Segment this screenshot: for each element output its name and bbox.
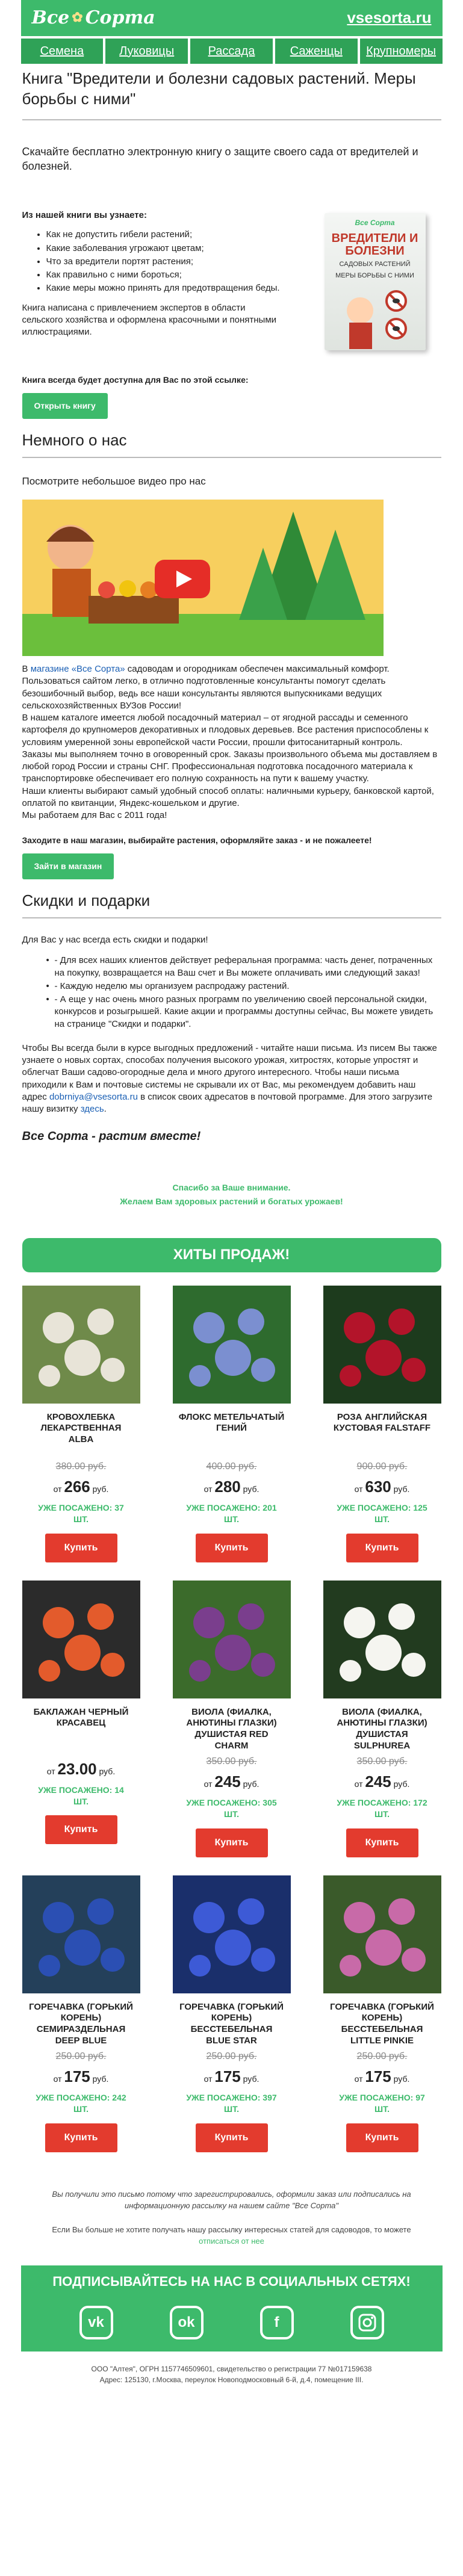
cover-logo: Все Сорта [355, 218, 395, 228]
price-currency: руб. [243, 1484, 259, 1494]
leaf-icon: ✿ [72, 10, 83, 26]
site-link[interactable]: vsesorta.ru [347, 8, 432, 27]
price-value: 630 [365, 1478, 391, 1496]
about-p3: Заказы мы выполняем точно в оговоренный срок. Заказы произвольного объема мы доставляем в любой город России и страны СНГ. Профессиональная подготовка посадочного материала к транспортировке обеспечивает его полную сохранность на пути к вашему участку. [22, 749, 438, 784]
price-value: 175 [214, 2067, 241, 2086]
product-sold-count: УЖЕ ПОСАЖЕНО: 125 ШТ. [337, 1503, 427, 1525]
product-sold-count: УЖЕ ПОСАЖЕНО: 172 ШТ. [337, 1798, 427, 1819]
about-p1-post: садоводам и огородникам обеспечен максимальный комфорт. Пользоваться сайтом легко, в отлично подготовленные консультанты помогут сделать безошибочный выбор, ведь все наши консультанты являются выпускниками ведущих сельскохозяйственных ВУЗов России! [22, 664, 390, 711]
buy-button[interactable]: Купить [346, 2123, 418, 2152]
discount-item: • - Каждую неделю мы организуем распродажу растений. [46, 980, 441, 992]
product-image[interactable] [323, 1286, 441, 1404]
price-value: 23.00 [57, 1759, 97, 1778]
product-sold-count: УЖЕ ПОСАЖЕНО: 305 ШТ. [186, 1798, 277, 1819]
product-name[interactable]: ВИОЛА (ФИАЛКА, АНЮТИНЫ ГЛАЗКИ) ДУШИСТАЯ SULPHUREA [337, 1706, 427, 1751]
about-p1-pre: В [22, 664, 31, 674]
top-nav [21, 36, 443, 64]
odnoklassniki-icon[interactable]: ok [170, 2306, 204, 2339]
product-sold-count: УЖЕ ПОСАЖЕНО: 201 ШТ. [186, 1503, 277, 1525]
product-price [22, 1476, 140, 1497]
play-icon[interactable] [155, 560, 210, 598]
product-name[interactable]: ГОРЕЧАВКА (ГОРЬКИЙ КОРЕНЬ) БЕССТЕБЕЛЬНАЯ LITTLE PINKIE [330, 2001, 434, 2046]
social-title: ПОДПИСЫВАЙТЕСЬ НА НАС В СОЦИАЛЬНЫХ СЕТЯХ! [52, 2273, 411, 2289]
product-old-price: 380.00 руб. [55, 1461, 107, 1472]
open-book-button[interactable]: Открыть книгу [22, 393, 108, 419]
product-name[interactable]: ФЛОКС МЕТЕЛЬЧАТЫЙ ГЕНИЙ [178, 1411, 285, 1434]
nav-seeds[interactable]: Семена [21, 39, 106, 64]
newsletter-text: Чтобы Вы всегда были в курсе выгодных предложений - читайте наши письма. Из писем Вы также узнаете о новых сортах, способах получения высокого урожая, хитростях, которые упростят и облегчат Ваши садово-огородные дела и много другого интересного. Чтобы наши письма приходили к Вам и почтовые системы не скрывали их от Вас, мы рекомендуем добавить наш адрес [22, 1042, 437, 1102]
nav-large-trees[interactable]: Крупномеры [366, 44, 437, 58]
cover-subtitle-2: МЕРЫ БОРЬБЫ С НИМИ [335, 272, 414, 280]
price-currency: руб. [243, 2074, 259, 2084]
unsubscribe-note [40, 2224, 423, 2247]
price-from: от [204, 1779, 213, 1789]
logo[interactable] [32, 6, 155, 31]
price-from: от [204, 2074, 213, 2084]
price-value: 245 [365, 1773, 391, 1791]
legal-line-2: Адрес: 125130, г.Москва, переулок Новоподмосковный 6-й, д.4, помещение III. [99, 2376, 364, 2385]
product-name[interactable]: ГОРЕЧАВКА (ГОРЬКИЙ КОРЕНЬ) БЕССТЕБЕЛЬНАЯ BLUE STAR [179, 2001, 284, 2046]
price-currency: руб. [99, 1766, 116, 1776]
thanks-line-1: Спасибо за Ваше внимание. [172, 1183, 291, 1193]
product-name[interactable]: БАКЛАЖАН ЧЕРНЫЙ КРАСАВЕЦ [33, 1706, 129, 1729]
price-from: от [354, 2074, 363, 2084]
buy-button[interactable]: Купить [196, 1828, 268, 1857]
price-value: 245 [214, 1773, 241, 1791]
thanks-note [22, 1181, 441, 1208]
product-image[interactable] [323, 1581, 441, 1698]
product-old-price: 350.00 руб. [206, 1756, 257, 1766]
header [21, 0, 443, 36]
go-to-shop-button[interactable]: Зайти в магазин [22, 853, 114, 879]
email-link[interactable]: dobrniya@vsesorta.ru [49, 1091, 138, 1102]
product-sold-count: УЖЕ ПОСАЖЕНО: 14 ШТ. [38, 1785, 124, 1806]
product-sold-count: УЖЕ ПОСАЖЕНО: 97 ШТ. [339, 2093, 425, 2114]
product-image[interactable] [22, 1875, 140, 1993]
product-card [173, 1581, 291, 1857]
product-old-price: 250.00 руб. [206, 2051, 257, 2061]
unsubscribe-link[interactable]: отписаться от нее [199, 2237, 264, 2246]
price-currency: руб. [92, 2074, 109, 2084]
video-player[interactable] [22, 500, 384, 656]
buy-button[interactable]: Купить [346, 1828, 418, 1857]
price-from: от [46, 1766, 55, 1776]
product-old-price: 400.00 руб. [206, 1461, 257, 1472]
book-about: Книга написана с привлечением экспертов в области сельского хозяйства и оформлена красочными и понятными иллюстрациями. [22, 302, 277, 338]
discount-list [46, 955, 441, 1030]
book-title: Книга "Вредители и болезни садовых растений. Меры борьбы с ними" [22, 69, 441, 120]
logo-text-right: Сорта [85, 7, 155, 28]
logo-text-left: Все [31, 7, 70, 28]
product-image[interactable] [173, 1875, 291, 1993]
thanks-line-2: Желаем Вам здоровых растений и богатых урожаев! [120, 1196, 343, 1206]
price-from: от [204, 1484, 213, 1494]
product-name[interactable]: ВИОЛА (ФИАЛКА, АНЮТИНЫ ГЛАЗКИ) ДУШИСТАЯ RED CHARM [186, 1706, 277, 1751]
buy-button[interactable]: Купить [45, 2123, 117, 2152]
about-p2: В нашем каталоге имеется любой посадочный материал – от ягодной рассады и семенного картофеля до крупномеров декоративных и плодовых деревьев. Все растения приспособлены к условиям умеренной зоны европейской части России, прошли фитосанитарный контроль. [22, 713, 429, 748]
price-currency: руб. [393, 1484, 410, 1494]
product-card [323, 1875, 441, 2152]
product-price [323, 1476, 441, 1497]
discounts-text [22, 934, 441, 1115]
book-intro: Скачайте бесплатно электронную книгу о защите своего сада от вредителей и болезней. [22, 145, 418, 172]
price-from: от [354, 1779, 363, 1789]
product-name[interactable]: КРОВОХЛЕБКА ЛЕКАРСТВЕННАЯ ALBA [40, 1411, 122, 1445]
product-sold-count: УЖЕ ПОСАЖЕНО: 397 ШТ. [186, 2093, 277, 2114]
product-image[interactable] [323, 1875, 441, 1993]
legal-info [21, 2364, 443, 2385]
product-image[interactable] [173, 1286, 291, 1404]
price-currency: руб. [243, 1779, 259, 1789]
book-cover-image[interactable] [321, 209, 435, 354]
price-value: 175 [365, 2067, 391, 2086]
product-price [22, 2066, 140, 2087]
shop-link[interactable]: магазине «Все Сорта» [30, 664, 125, 674]
unsubscribe-text: Если Вы больше не хотите получать нашу рассылку интересных статей для садоводов, то можете [52, 2225, 411, 2234]
instagram-icon[interactable] [350, 2306, 384, 2339]
buy-button[interactable]: Купить [45, 1815, 117, 1844]
product-name[interactable]: ГОРЕЧАВКА (ГОРЬКИЙ КОРЕНЬ) СЕМИРАЗДЕЛЬНАЯ DEEP BLUE [29, 2001, 133, 2046]
discounts-title: Скидки и подарки [22, 890, 441, 918]
nav-saplings[interactable]: Саженцы [275, 39, 360, 64]
product-card [22, 1581, 140, 1857]
discounts-lead: Для Вас у нас всегда есть скидки и подарки! [22, 935, 208, 946]
buy-button[interactable]: Купить [196, 1534, 268, 1562]
price-from: от [53, 1484, 62, 1494]
about-title: Немного о нас [22, 430, 441, 458]
product-price [22, 1759, 140, 1780]
product-card [323, 1581, 441, 1857]
book-point: • Как не допустить гибели растений; [46, 229, 287, 241]
product-card [22, 1286, 140, 1562]
product-sold-count: УЖЕ ПОСАЖЕНО: 242 ШТ. [36, 2093, 126, 2114]
book-lead: Из нашей книги вы узнаете: [22, 210, 147, 221]
price-from: от [53, 2074, 62, 2084]
social-block [21, 2265, 443, 2352]
product-image[interactable] [22, 1581, 140, 1698]
about-p4: Наши клиенты выбирают самый удобный способ оплаты: наличными курьеру, банковской картой, оплатой по квитанции, Яндекс-кошельком и другие. [22, 785, 434, 808]
cover-illustration [336, 286, 414, 353]
product-card [173, 1286, 291, 1562]
nav-bulbs[interactable]: Луковицы [105, 39, 190, 64]
product-name[interactable]: РОЗА АНГЛИЙСКАЯ КУСТОВАЯ FALSTAFF [333, 1411, 431, 1434]
email-body [21, 0, 443, 2385]
buy-button[interactable]: Купить [346, 1534, 418, 1562]
product-sold-count: УЖЕ ПОСАЖЕНО: 37 ШТ. [38, 1503, 124, 1525]
product-price [173, 1476, 291, 1497]
newsletter-text-2: в список своих адресатов в почтовой программе. Для этого загрузите нашу визитку [22, 1091, 433, 1115]
facebook-icon[interactable]: f [260, 2306, 294, 2339]
vcard-link[interactable]: здесь [80, 1104, 104, 1115]
product-image[interactable] [173, 1581, 291, 1698]
discount-item: • - А еще у нас очень много разных программ по увеличению своей персональной скидки, конкурсов и розыгрышей. Какие акции и программы доступны сейчас, Вы можете увидеть на странице "Скидки и подарки". [46, 994, 441, 1030]
product-card [22, 1875, 140, 2152]
product-old-price: 250.00 руб. [55, 2051, 107, 2061]
discount-item: • - Для всех наших клиентов действует реферальная программа: часть денег, потраченных на покупку, возвращается на Ваш счет и Вы можете оплачивать ими следующий заказ! [46, 955, 441, 979]
buy-button[interactable]: Купить [45, 1534, 117, 1562]
product-old-price: 250.00 руб. [356, 2051, 408, 2061]
price-currency: руб. [393, 1779, 410, 1789]
product-price [323, 1771, 441, 1792]
product-price [173, 2066, 291, 2087]
product-image[interactable] [22, 1286, 140, 1404]
nav-seedlings[interactable]: Рассада [190, 39, 275, 64]
hits-title: ХИТЫ ПРОДАЖ! [22, 1238, 441, 1272]
book-point: • Что за вредители портят растения; [46, 256, 287, 268]
shop-cta-note: Заходите в наш магазин, выбирайте растения, оформляйте заказ - и не пожалеете! [22, 835, 372, 846]
buy-button[interactable]: Купить [196, 2123, 268, 2152]
product-card [173, 1875, 291, 2152]
price-value: 175 [64, 2067, 90, 2086]
price-from: от [354, 1484, 363, 1494]
book-section [22, 209, 441, 354]
product-card [323, 1286, 441, 1562]
book-points [46, 229, 287, 294]
product-price [173, 1771, 291, 1792]
legal-line-1: ООО "Алтея", ОГРН 1157746509601, свидетельство о регистрации 77 №017159638 [91, 2365, 372, 2374]
book-link-note: Книга всегда будет доступна для Вас по этой ссылке: [22, 375, 249, 385]
price-value: 280 [214, 1478, 241, 1496]
price-currency: руб. [92, 1484, 109, 1494]
about-p5: Мы работаем для Вас с 2011 года! [22, 810, 167, 820]
cover-title: ВРЕДИТЕЛИ И БОЛЕЗНИ [331, 232, 418, 258]
newsletter-end: . [104, 1104, 107, 1115]
book-point: • Какие меры можно принять для предотвращения беды. [46, 282, 287, 294]
book-point: • Какие заболевания угрожают цветам; [46, 243, 287, 255]
cover-subtitle: САДОВЫХ РАСТЕНИЙ [339, 261, 411, 268]
product-old-price: 900.00 руб. [356, 1461, 408, 1472]
price-value: 266 [64, 1478, 90, 1496]
product-old-price: 350.00 руб. [356, 1756, 408, 1766]
price-currency: руб. [393, 2074, 410, 2084]
footer-note: Вы получили это письмо потому что зарегистрировались, оформили заказ или подписались на информационную рассылку на нашем сайте "Все Сорта" [52, 2189, 411, 2211]
book-point: • Как правильно с ними бороться; [46, 269, 287, 281]
product-grid [22, 1286, 441, 2152]
vk-icon[interactable]: vk [79, 2306, 113, 2339]
slogan: Все Сорта - растим вместе! [22, 1130, 201, 1144]
video-caption: Посмотрите небольшое видео про нас [22, 475, 206, 488]
about-text [22, 663, 441, 822]
product-price [323, 2066, 441, 2087]
